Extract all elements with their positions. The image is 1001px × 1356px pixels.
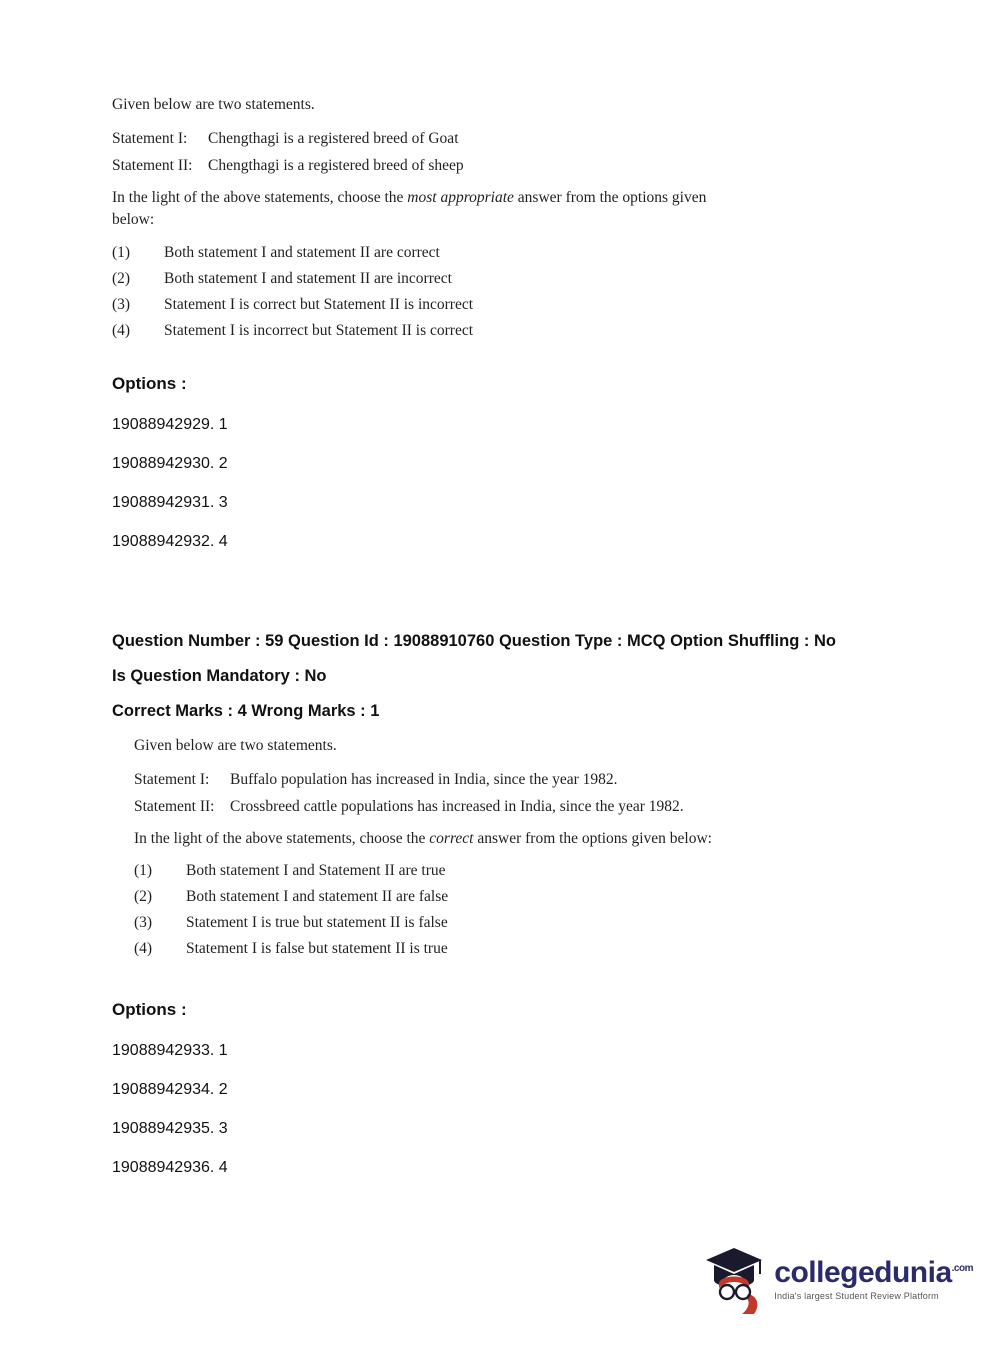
option-number: (2) — [112, 269, 131, 287]
statement-label: Statement I: — [112, 130, 188, 147]
question-59-intro: Given below are two statements. — [134, 736, 337, 754]
option-text: Statement I is incorrect but Statement II is correct — [164, 321, 474, 339]
graduate-icon — [702, 1244, 766, 1314]
question-59-meta-line-2: Is Question Mandatory : No — [112, 666, 327, 685]
question-59-option-1 — [134, 862, 897, 880]
question-59-meta-line-3: Correct Marks : 4 Wrong Marks : 1 — [112, 701, 380, 720]
statement-label: Statement I: — [134, 770, 210, 788]
option-text: Statement I is false but statement II is true — [186, 940, 448, 958]
option-number: (4) — [134, 940, 153, 958]
question-59-option-4 — [134, 940, 897, 958]
instruction-emphasis: most appropriate — [407, 189, 514, 206]
instruction-post: answer from the options given below: — [112, 189, 707, 229]
question-58-instruction — [112, 187, 712, 232]
statement-text: Chengthagi is a registered breed of sheep — [208, 157, 464, 174]
question-58-option-id-3: 19088942931. 3 — [112, 493, 228, 511]
option-text: Both statement I and statement II are correct — [164, 243, 440, 261]
question-58-intro: Given below are two statements. — [112, 96, 315, 113]
option-text: Both statement I and statement II are incorrect — [164, 269, 452, 287]
question-59-option-id-4: 19088942936. 4 — [112, 1159, 228, 1177]
brand-name — [774, 1255, 973, 1289]
question-58-option-id-4: 19088942932. 4 — [112, 532, 228, 550]
brand-suffix: .com — [951, 1262, 973, 1274]
question-59-option-id-3: 19088942935. 3 — [112, 1120, 228, 1138]
question-59-statement-1 — [134, 771, 897, 789]
statement-text: Buffalo population has increased in India, since the year 1982. — [230, 770, 618, 788]
instruction-post: answer from the options given below: — [473, 829, 712, 847]
option-text: Statement I is true but statement II is false — [186, 914, 448, 932]
question-58-block — [112, 96, 897, 551]
statement-label: Statement II: — [112, 157, 193, 174]
option-number: (3) — [112, 295, 131, 313]
instruction-pre: In the light of the above statements, choose the — [134, 829, 430, 847]
logo-text-group — [774, 1255, 973, 1301]
question-58-option-4 — [112, 322, 897, 340]
statement-text: Chengthagi is a registered breed of Goat — [208, 130, 459, 147]
instruction-emphasis: correct — [429, 829, 474, 847]
question-58-option-id-1: 19088942929. 1 — [112, 415, 228, 433]
question-59-statement-2 — [134, 798, 897, 816]
option-text: Both statement I and statement II are false — [186, 888, 449, 906]
brand-tagline: India's largest Student Review Platform — [774, 1290, 939, 1301]
section-spacer — [104, 572, 897, 632]
question-59-option-2 — [134, 888, 897, 906]
question-58-statement-1 — [112, 130, 897, 148]
question-58-option-1 — [112, 244, 897, 262]
option-number: (4) — [112, 321, 131, 339]
question-59-instruction — [134, 828, 894, 850]
question-59-option-id-1: 19088942933. 1 — [112, 1042, 228, 1060]
question-58-option-3 — [112, 296, 897, 314]
instruction-pre: In the light of the above statements, choose the — [112, 189, 408, 206]
question-58-statement-2 — [112, 157, 897, 175]
question-58-options-heading: Options : — [112, 373, 187, 393]
question-59-option-id-2: 19088942934. 2 — [112, 1081, 228, 1099]
question-59-option-3 — [134, 914, 897, 932]
option-number: (1) — [112, 243, 131, 261]
option-number: (3) — [134, 914, 153, 932]
statement-label: Statement II: — [134, 797, 215, 815]
collegedunia-logo — [702, 1244, 973, 1314]
question-58-option-id-2: 19088942930. 2 — [112, 454, 228, 472]
question-59-meta-line-1: Question Number : 59 Question Id : 19088910760 Question Type : MCQ Option Shuffling : No — [112, 631, 836, 650]
brand-name-text: collegedunia — [774, 1255, 952, 1289]
question-58-option-2 — [112, 270, 897, 288]
question-59-block — [112, 632, 897, 1177]
statement-text: Crossbreed cattle populations has increased in India, since the year 1982. — [230, 797, 684, 815]
option-number: (2) — [134, 888, 153, 906]
question-59-options-heading: Options : — [112, 1000, 187, 1020]
option-text: Statement I is correct but Statement II is incorrect — [164, 295, 474, 313]
option-text: Both statement I and Statement II are true — [186, 862, 446, 880]
option-number: (1) — [134, 862, 153, 880]
question-59-body — [134, 737, 897, 958]
